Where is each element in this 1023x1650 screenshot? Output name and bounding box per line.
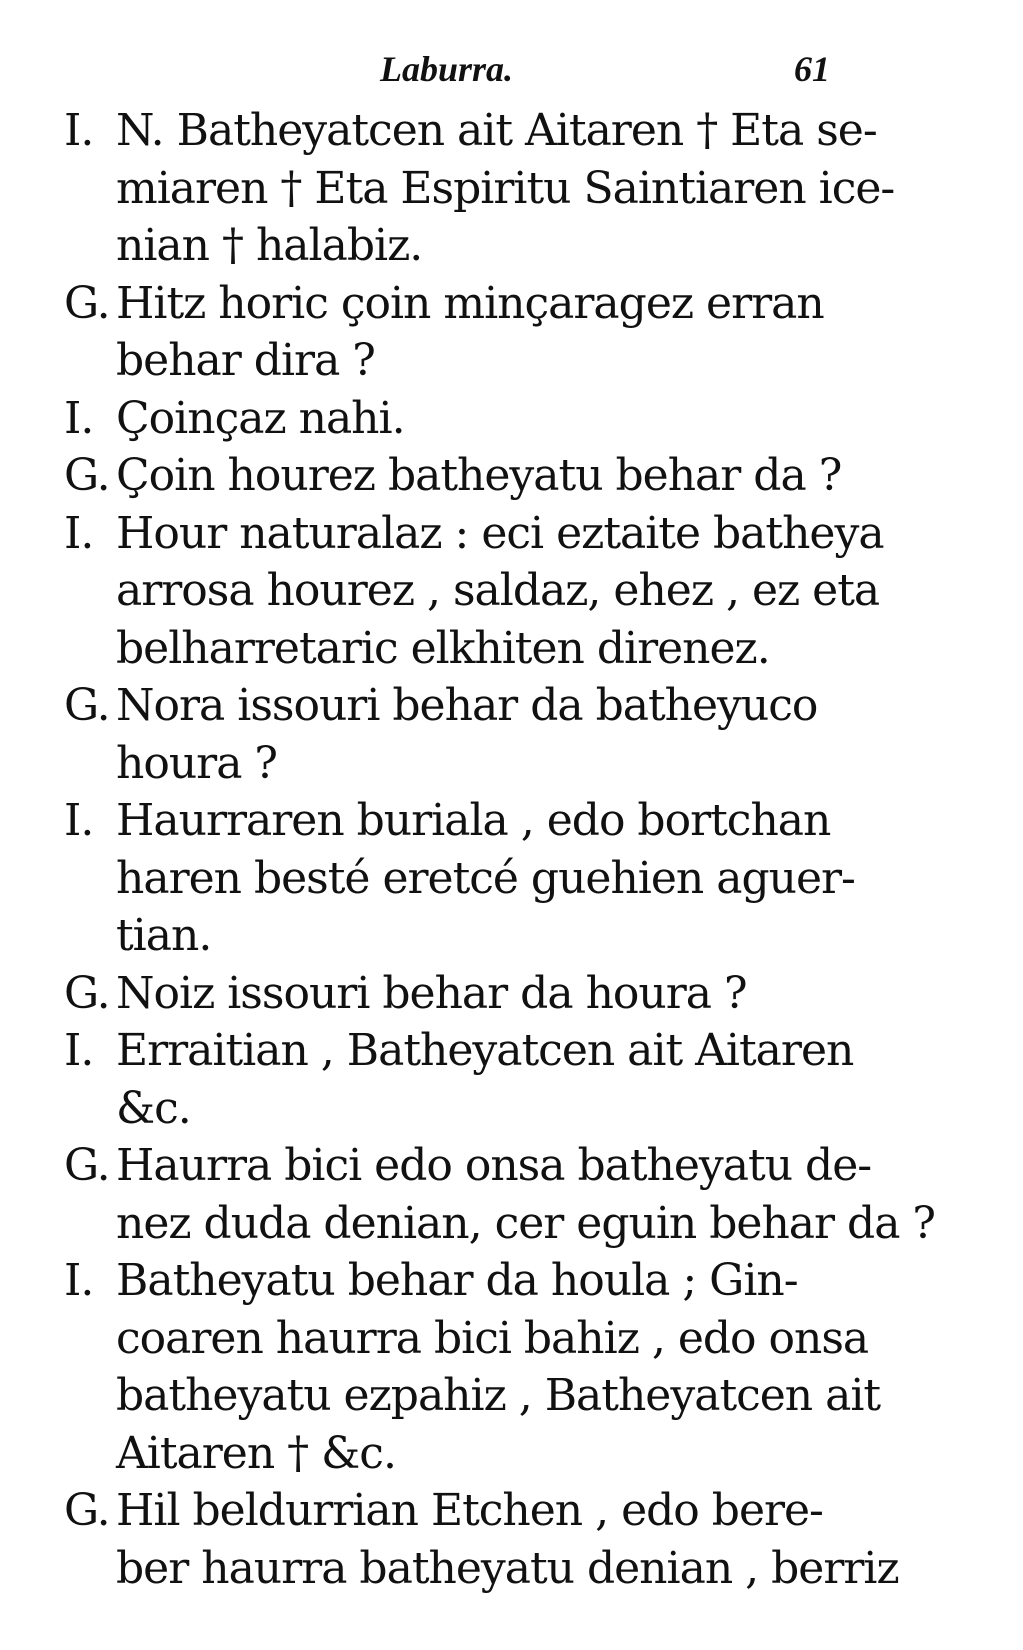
text-line <box>64 275 864 333</box>
line-text: N. Batheyatcen ait Aitaren † Eta se- <box>116 105 877 156</box>
speaker-label: I. <box>64 1025 94 1076</box>
speaker-label: I. <box>64 105 94 156</box>
text-line <box>64 907 864 965</box>
page-number: 61 <box>794 49 830 89</box>
speaker-label: I. <box>64 507 94 559</box>
line-text: Haurra bici edo onsa batheyatu de- <box>116 1140 872 1191</box>
text-line <box>64 1022 864 1080</box>
line-text: houra ? <box>116 737 278 789</box>
line-text: nian † halabiz. <box>116 220 423 271</box>
line-text: ber haurra batheyatu denian , berriz <box>116 1542 899 1594</box>
text-line <box>64 1080 864 1138</box>
text-line <box>64 1137 872 1195</box>
text-line <box>64 1540 899 1598</box>
speaker-label: G. <box>64 967 110 1019</box>
text-line <box>64 965 864 1023</box>
line-text: arrosa hourez , saldaz, ehez , ez eta <box>116 565 880 616</box>
line-text: Noiz issouri behar da houra ? <box>116 967 747 1019</box>
text-line <box>64 390 864 448</box>
line-text: Hitz horic çoin minçaragez erran <box>116 277 824 329</box>
speaker-label: G. <box>64 450 110 501</box>
line-text: Hil beldurrian Etchen , edo bere- <box>116 1485 823 1536</box>
line-text: nez duda denian, cer eguin behar da ? <box>116 1197 936 1249</box>
text-line <box>64 1252 864 1310</box>
line-text: Çoinçaz nahi. <box>116 392 405 444</box>
line-text: miaren † Eta Espiritu Saintiaren ice- <box>116 162 895 214</box>
speaker-label: I. <box>64 1255 94 1306</box>
speaker-label: I. <box>64 795 94 846</box>
text-line <box>64 562 880 620</box>
text-line <box>64 620 864 678</box>
running-head <box>380 48 830 98</box>
line-text: belharretaric elkhiten direnez. <box>116 622 770 674</box>
text-line <box>64 850 864 908</box>
speaker-label: G. <box>64 1140 110 1191</box>
line-text: tian. <box>116 910 212 961</box>
text-line <box>64 1310 869 1368</box>
text-line <box>64 160 895 218</box>
speaker-label: G. <box>64 680 110 731</box>
text-line <box>64 505 884 563</box>
text-line <box>64 1425 864 1483</box>
line-text: &c. <box>116 1082 191 1134</box>
line-text: Aitaren † &c. <box>116 1427 396 1479</box>
speaker-label: G. <box>64 1485 110 1536</box>
line-text: Çoin hourez batheyatu behar da ? <box>116 450 842 501</box>
text-line <box>64 217 864 275</box>
text-line <box>64 1367 881 1425</box>
line-text: haren besté eretcé guehien aguer- <box>116 852 855 904</box>
line-text: Nora issouri behar da batheyuco <box>116 680 818 731</box>
text-line <box>64 1482 864 1540</box>
text-line <box>64 735 864 793</box>
running-title: Laburra. <box>380 49 514 89</box>
line-text: coaren haurra bici bahiz , edo onsa <box>116 1312 869 1364</box>
catechism-text <box>64 102 936 1597</box>
text-line <box>64 332 864 390</box>
speaker-label: G. <box>64 277 110 329</box>
line-text: batheyatu ezpahiz , Batheyatcen ait <box>116 1370 881 1421</box>
text-line <box>64 677 864 735</box>
text-line <box>64 102 877 160</box>
text-line <box>64 447 864 505</box>
speaker-label: I. <box>64 392 94 444</box>
line-text: Hour naturalaz : eci eztaite batheya <box>116 507 884 559</box>
line-text: Batheyatu behar da houla ; Gin- <box>116 1255 798 1306</box>
text-line <box>64 1195 936 1253</box>
line-text: Haurraren buriala , edo bortchan <box>116 795 831 846</box>
line-text: behar dira ? <box>116 335 375 386</box>
text-line <box>64 792 864 850</box>
line-text: Erraitian , Batheyatcen ait Aitaren <box>116 1025 854 1076</box>
